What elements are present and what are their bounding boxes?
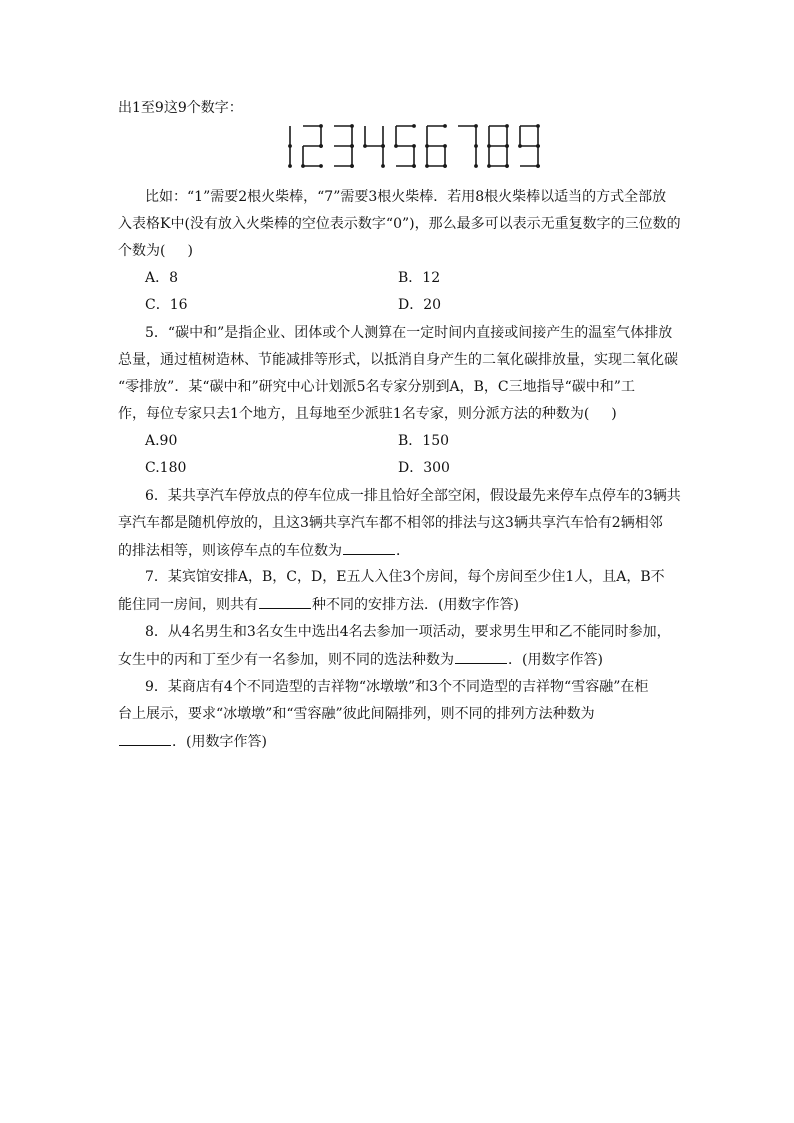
q4-option-d: D．20	[398, 297, 442, 313]
q4-line-2: 入表格K中(没有放入火柴棒的空位表示数字“0”)，那么最多可以表示无重复数字的三位数的	[118, 216, 681, 232]
q5-option-d: D．300	[398, 460, 450, 476]
digit-8	[487, 124, 509, 168]
q8-line-1: 8．从4名男生和3名女生中选出4名去参加一项活动，要求男生甲和乙不能同时参加，	[145, 624, 671, 640]
q8-line-2-end: ．(用数字作答)	[508, 652, 603, 668]
q5-line-3: “零排放”．某“碳中和”研究中心计划派5名专家分别到A，B，C三地指导“碳中和”工	[118, 379, 635, 395]
q4-line-1: 比如：“1”需要2根火柴棒，“7”需要3根火柴棒．若用8根火柴棒以适当的方式全部放	[145, 189, 667, 205]
q5-line-4	[118, 404, 678, 424]
matchstick-head	[350, 164, 354, 168]
matchstick-head	[412, 164, 416, 168]
q8-line-2	[118, 649, 678, 670]
matchstick-head	[443, 124, 447, 128]
matchstick-head	[319, 164, 323, 168]
q4-option-a: A．8	[145, 270, 179, 286]
q9-answer-blank[interactable]	[119, 731, 171, 746]
digit-1	[288, 126, 292, 168]
digit-6	[425, 124, 447, 168]
matchstick-head	[381, 164, 385, 168]
q9-line-2: 台上展示，要求“冰墩墩”和“雪容融”彼此间隔排列，则不同的排列方法种数为	[118, 706, 595, 722]
q7-line-2-text: 能住同一房间，则共有	[118, 597, 258, 613]
q5-option-a: A.90	[145, 433, 178, 449]
q5-line-2: 总量，通过植树造林、节能减排等形式，以抵消自身产生的二氧化碳排放量，实现二氧化碳	[118, 352, 678, 368]
q7-line-2	[118, 594, 678, 615]
matchstick-head	[536, 164, 540, 168]
digit-2	[301, 124, 323, 168]
matchstick-digits-figure	[266, 122, 556, 170]
q4-line-3	[118, 241, 678, 261]
q7-answer-blank[interactable]	[259, 594, 311, 609]
matchstick-head	[474, 164, 478, 168]
digit-7	[458, 124, 478, 168]
q7-line-1: 7．某宾馆安排A，B，C，D，E五人入住3个房间，每个房间至少住1人，且A，B不	[145, 569, 665, 585]
matchstick-head	[536, 144, 540, 148]
q5-option-b: B．150	[398, 433, 450, 449]
q6-line-2: 享汽车都是随机停放的，且这3辆共享汽车都不相邻的排法与这3辆共享汽车恰有2辆相邻	[118, 515, 663, 531]
q5-line-1: 5．“碳中和”是指企业、团体或个人测算在一定时间内直接或间接产生的温室气体排放	[145, 325, 673, 341]
q9-line-3	[118, 731, 678, 752]
q4-option-b: B．12	[398, 270, 441, 286]
q9-line-3-end: ．(用数字作答)	[172, 734, 267, 750]
q8-line-2-text: 女生中的丙和丁至少有一名参加，则不同的选法种数为	[118, 652, 454, 668]
matchstick-head	[505, 164, 509, 168]
digit-5	[394, 124, 416, 168]
q6-line-1: 6．某共享汽车停放点的停车位成一排且恰好全部空闲，假设最先来停车点停车的3辆共	[145, 488, 681, 504]
q6-answer-blank[interactable]	[343, 540, 395, 555]
digit-3	[334, 124, 354, 168]
q6-line-3	[118, 540, 678, 561]
q5-line-4-paren: )	[611, 406, 617, 422]
q5-line-4-text: 作，每位专家只去1个地方，且每地至少派驻1名专家，则分派方法的种数为(	[118, 406, 590, 422]
matchstick-head	[443, 164, 447, 168]
matchstick-head	[487, 164, 491, 168]
matchstick-head	[288, 164, 292, 168]
q6-line-3-end: ．	[396, 543, 410, 559]
q7-line-2-end: 种不同的安排方法．(用数字作答)	[312, 597, 519, 613]
q4-line-3-text: 个数为(	[118, 243, 166, 259]
q4-line-3-paren: )	[187, 243, 193, 259]
q9-line-1: 9．某商店有4个不同造型的吉祥物“冰墩墩”和3个不同造型的吉祥物“雪容融”在柜	[145, 679, 649, 695]
digit-9	[518, 124, 540, 168]
q4-option-c: C．16	[145, 297, 188, 313]
q5-option-c: C.180	[145, 460, 187, 476]
intro-line: 出1至9这9个数字：	[118, 100, 243, 116]
matchstick-head	[412, 124, 416, 128]
digit-4	[363, 126, 385, 168]
q8-answer-blank[interactable]	[455, 649, 507, 664]
matchstick-head	[505, 144, 509, 148]
matchstick-head	[319, 144, 323, 148]
q6-line-3-text: 的排法相等，则该停车点的车位数为	[118, 543, 342, 559]
